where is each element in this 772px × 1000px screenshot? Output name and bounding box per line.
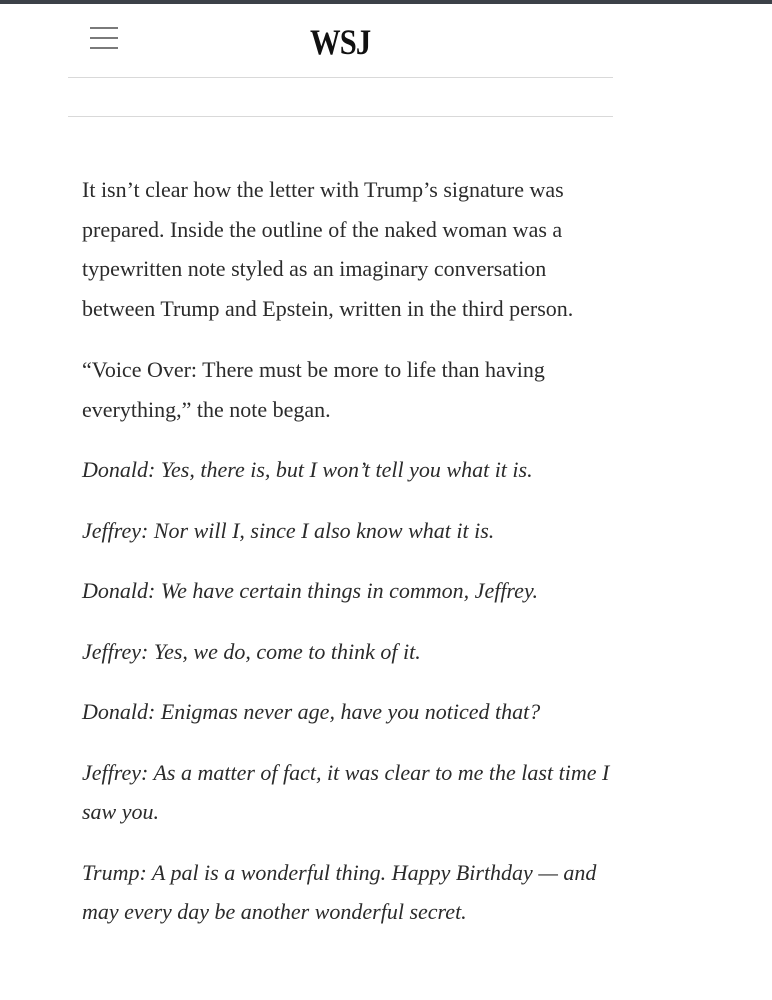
wsj-logo[interactable]: WSJ [310, 22, 371, 62]
article-paragraph: “Voice Over: There must be more to life than having everything,” the note began. [82, 357, 545, 422]
article-paragraph: It isn’t clear how the letter with Trump’s signature was prepared. Inside the outline of the naked woman was a typewritten note styled as an imaginary conversation between Trump and Epstein, written in the third person. [82, 177, 574, 321]
dialogue-line-jeffrey: Jeffrey: As a matter of fact, it was clear to me the last time I saw you. [82, 759, 610, 824]
dialogue-line-jeffrey: Jeffrey: Yes, we do, come to think of it. [82, 638, 421, 664]
menu-bar-bottom [90, 47, 118, 49]
menu-bar-middle [90, 37, 118, 39]
hamburger-menu-icon[interactable] [90, 24, 118, 52]
dialogue-line-donald: Donald: We have certain things in common, Jeffrey. [82, 578, 538, 603]
dialogue-line-jeffrey: Jeffrey: Nor will I, since I also know what it is. [82, 517, 495, 543]
header-divider [68, 116, 613, 117]
dialogue-line-donald: Donald: Yes, there is, but I won’t tell you what it is. [82, 457, 533, 482]
menu-bar-top [90, 27, 118, 29]
dialogue-line-trump: Trump: A pal is a wonderful thing. Happy Birthday — and may every day be another wonderful secret. [82, 859, 597, 924]
dialogue-line-donald: Donald: Enigmas never age, have you noticed that? [82, 699, 541, 724]
article-body [82, 170, 622, 932]
site-header [68, 4, 613, 78]
